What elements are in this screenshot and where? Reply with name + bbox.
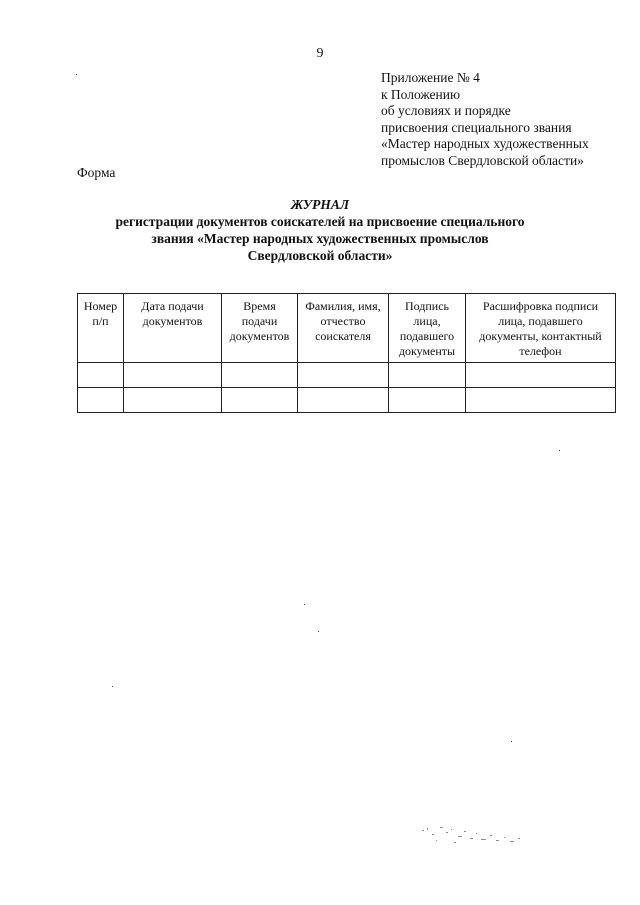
title-line: Свердловской области» <box>247 248 393 263</box>
table-cell <box>466 363 616 388</box>
appendix-line: «Мастер народных художественных <box>381 136 589 151</box>
table-header-row <box>78 294 616 363</box>
table-cell <box>222 388 298 413</box>
appendix-line: к Положению <box>381 86 461 102</box>
table-cell <box>389 363 466 388</box>
scan-speckle <box>511 741 512 742</box>
scan-speckle <box>559 450 560 451</box>
column-header-signature-transcript: Расшифровка подписи лица, подавшего документы, контактный телефон <box>466 294 616 363</box>
table-cell <box>124 388 222 413</box>
document-title <box>60 196 580 264</box>
appendix-line: присвоения специального звания <box>381 119 572 135</box>
appendix-line: промыслов Свердловской области» <box>381 152 584 168</box>
table-cell <box>222 363 298 388</box>
scan-speckle <box>318 631 319 632</box>
column-header-signature: Подпись лица, подавшего документы <box>389 294 466 363</box>
appendix-line: об условиях и порядке <box>381 103 511 118</box>
page-number: 9 <box>316 46 324 61</box>
column-header-applicant-name: Фамилия, имя, отчество соискателя <box>298 294 389 363</box>
table-cell <box>389 388 466 413</box>
appendix-line: Приложение № 4 <box>381 70 480 85</box>
title-line: звания «Мастер народных художественных промыслов <box>151 231 489 246</box>
column-header-time: Время подачи документов <box>222 294 298 363</box>
column-header-date: Дата подачи документов <box>124 294 222 363</box>
journal-table <box>77 293 616 413</box>
table-cell <box>466 388 616 413</box>
scan-speckle <box>304 604 305 605</box>
table-cell <box>124 363 222 388</box>
table-cell <box>78 388 124 413</box>
table-row <box>78 388 616 413</box>
title-line: регистрации документов соискателей на присвоение специального <box>115 214 525 229</box>
scan-speckle <box>112 686 113 687</box>
table-row <box>78 363 616 388</box>
form-label: Форма <box>77 165 116 180</box>
table-cell <box>298 363 389 388</box>
scan-speckle <box>76 74 77 75</box>
column-header-number: Номер п/п <box>78 294 124 363</box>
title-main: ЖУРНАЛ <box>290 197 350 212</box>
scan-stamp-marks <box>418 822 528 846</box>
appendix-block <box>381 70 631 169</box>
table-cell <box>298 388 389 413</box>
table-cell <box>78 363 124 388</box>
